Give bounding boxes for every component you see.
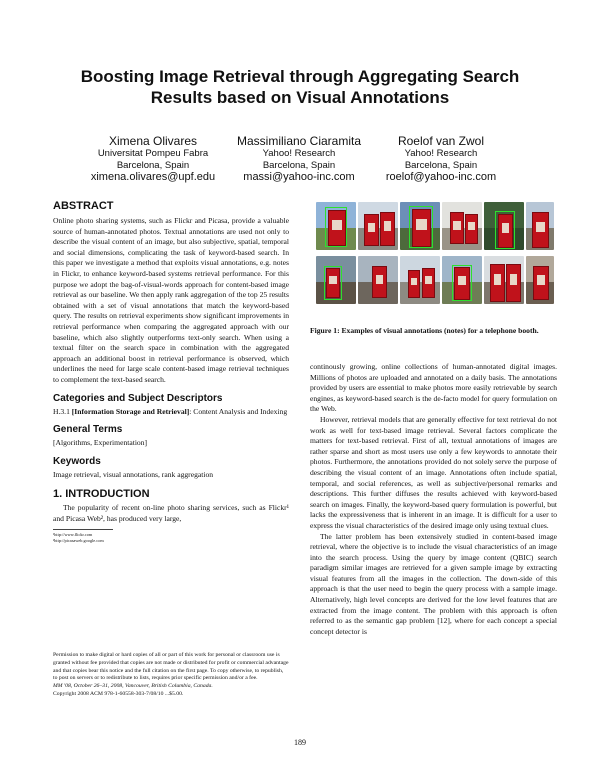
page-number: 189 xyxy=(294,738,306,747)
paragraph: However, retrieval models that are generally effective for text retrieval do not work as well for text-based image retrieval. Several factors complicate the matters for text-based retrieval. First of all, textual annotations of images are rather sparse and short as most users use only a few keywords to annotate their photos. Furthermore, the annotations provided do not solely serve the purpose of describing the visual content of an image. Annotations often include spatial, temporal, and social references, as well as subjective/personal remarks and descriptions. This further diffuses the results achieved with keyword-based search on images. Finally, the keyword-based query formulation is powerful, but lacks the expressiveness that is inherent in an image. It is difficult for a user to express the visual characteristics of the desired image only using textual clues. xyxy=(310,414,557,530)
general-terms-text: [Algorithms, Experimentation] xyxy=(53,438,148,448)
title-line-2: Results based on Visual Annotations xyxy=(150,88,450,107)
keywords-text: Image retrieval, visual annotations, rank aggregation xyxy=(53,469,214,479)
author-email: ximena.olivares@upf.edu xyxy=(90,171,216,183)
author-city: Barcelona, Spain xyxy=(116,159,190,171)
figure-photo xyxy=(526,256,554,304)
author-email: massi@yahoo-inc.com xyxy=(243,171,355,183)
figure-telephone-booths xyxy=(314,200,556,306)
figure-photo xyxy=(400,256,440,304)
introduction-text: The popularity of recent on-line photo sharing services, such as Flickr¹ and Picasa Web², has produced very large, xyxy=(53,503,289,523)
paragraph: continously growing, online collections of human-annotated digital images. Millions of photos are uploaded and annotated on a daily basis. The annotations provided by users are essential to make photos more easily retrievable by search engines, as keyword-based search is the de-facto model for query formulation on the Web. xyxy=(310,362,557,414)
introduction-heading: 1. INTRODUCTION xyxy=(53,488,150,501)
categories-rest: : Content Analysis and Indexing xyxy=(189,406,288,416)
paper-title xyxy=(40,66,560,108)
permission-block xyxy=(53,652,289,699)
author-city: Barcelona, Spain xyxy=(262,159,336,171)
figure-photo xyxy=(316,256,356,304)
figure-photo xyxy=(526,202,554,250)
figure-photo xyxy=(316,202,356,250)
figure-photo xyxy=(442,256,482,304)
figure-caption: Figure 1: Examples of visual annotations (notes) for a telephone booth. xyxy=(310,326,539,335)
categories-bold: [Information Storage and Retrieval] xyxy=(71,406,190,416)
abstract-text: Online photo sharing systems, such as Flickr and Picasa, provide a valuable source of human-annotated photos. Textual annotations are used not only to describe the visual content of an image, but also subjective, spatial, temporal and social dimensions, complicating the task of keyword-based search. In this paper we investigate a method that exploits visual annotations, e.g. notes in Flickr, to enhance keyword-based systems retrieval performance. For this purpose we adopt the bag-of-visual-words approach for content-based image retrieval as our baseline. We then apply rank aggregation of the top 25 results obtained with a set of visual annotations that match the keyword-based query. The results on retrieval experiments show significant improvements in retrieval performance when comparing the aggregated approach with our baseline, which also slightly outperforms text-only search. When using a textual filter on the search space in combination with the aggregated approach an additional boost in retrieval performance is observed, which underlines the need for large scale content-based image retrieval techniques to complement the text-based search. xyxy=(53,216,289,384)
categories-code: H.3.1 xyxy=(53,406,72,416)
categories-text xyxy=(53,407,289,418)
figure-photo xyxy=(358,202,398,250)
figure-photo xyxy=(484,202,524,250)
author-affiliation: Yahoo! Research xyxy=(262,148,336,159)
figure-photo xyxy=(484,256,524,304)
right-column xyxy=(310,362,557,637)
author-city: Barcelona, Spain xyxy=(404,159,478,171)
author-affiliation: Universitat Pompeu Fabra xyxy=(97,148,209,159)
author-affiliation: Yahoo! Research xyxy=(404,148,478,159)
author-email: roelof@yahoo-inc.com xyxy=(385,171,497,183)
categories-heading: Categories and Subject Descriptors xyxy=(53,392,223,404)
title-line-1: Boosting Image Retrieval through Aggregating Search xyxy=(80,67,520,86)
conference-line: MM '08, October 26–31, 2008, Vancouver, British Columbia, Canada. xyxy=(53,683,213,690)
author-block-3 xyxy=(356,134,526,184)
author-name: Roelof van Zwol xyxy=(397,134,485,148)
author-name: Ximena Olivares xyxy=(108,134,198,148)
figure-photo xyxy=(442,202,482,250)
figure-photo xyxy=(358,256,398,304)
permission-text: Permission to make digital or hard copies of all or part of this work for personal or classroom use is granted without fee provided that copies are not made or distributed for profit or commercial advantage and that copies bear this notice and the full citation on the first page. To copy otherwise, to republish, to post on servers or to redistribute to lists, requires prior specific permission and/or a fee. xyxy=(53,652,289,682)
paragraph: The latter problem has been extensively studied in content-based image retrieval, where the objective is to include the visual characteristics of an image into the search process. Using the query by image content (QBIC) search paradigm similar images are retrieved for a given sample image by extracting visual features from all the images in the collection. The down-side of this approach is that the user need to begin the query process with a sample image. Alternatively, high level concepts are derived for the low level features that are extracted from the image content. The problem with this approach is often referred to as the semantic gap problem [12], where for each concept a special concept detector is xyxy=(310,531,557,636)
left-column xyxy=(53,200,289,544)
copyright-line: Copyright 2008 ACM 978-1-60558-303-7/08/10 ...$5.00. xyxy=(53,690,184,697)
author-block-1 xyxy=(68,134,238,184)
author-name: Massimiliano Ciaramita xyxy=(236,134,362,148)
keywords-heading: Keywords xyxy=(53,455,101,467)
footnote-rule xyxy=(53,529,113,530)
abstract-heading: ABSTRACT xyxy=(53,200,114,212)
general-terms-heading: General Terms xyxy=(53,424,123,436)
footnote-1: ¹http://www.flickr.com xyxy=(53,532,93,538)
figure-photo xyxy=(400,202,440,250)
footnote-2: ²http://picasaweb.google.com xyxy=(53,538,104,544)
